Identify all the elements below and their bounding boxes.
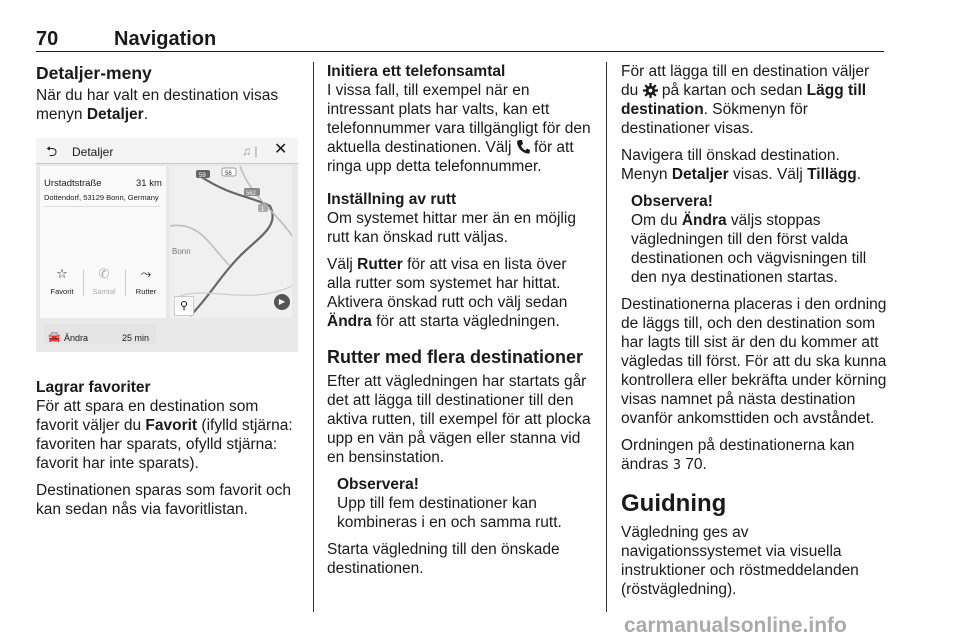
route-text-2: Välj Rutter för att visa en lista över alla rutter som systemet har hittat. Aktivera önskad rutt och välj sedan Ändra för att starta vägledningen. (327, 256, 568, 330)
subheading-route: Inställning av rutt (327, 191, 457, 208)
call-button: ✆ Samtal (84, 266, 124, 301)
column-3 (621, 62, 889, 607)
destination-panel (40, 166, 166, 343)
chapter-title: Navigation (114, 28, 217, 50)
page-header (36, 28, 884, 52)
destination-address: Dottendorf, 53129 Bonn, Germany (44, 193, 159, 202)
section-heading-multi-destination: Rutter med flera destinationer (327, 347, 584, 367)
page-ref-icon: 3 (672, 458, 681, 473)
map-city-label: Bonn (172, 247, 191, 256)
car-icon: 🚘 (48, 332, 61, 343)
subheading-favorites: Lagrar favoriter (36, 379, 151, 396)
column-1 (36, 62, 298, 527)
favorite-button: ☆ Favorit (42, 266, 82, 301)
destination-street: Urstadtstraße (44, 178, 102, 189)
change-order-text: Ordningen på destinationerna kan ändras 3 70. (621, 437, 855, 473)
navigate-text: Navigera till önskad destination. Menyn Detaljer visas. Välj Tillägg. (621, 147, 862, 183)
section-heading-details: Detaljer-meny (36, 63, 152, 83)
call-text: I vissa fall, till exempel när en intressant plats har valts, kan ett telefonnummer vara tillgängligt för den aktuella destinationen. Välj för att ringa upp detta telefonnummer. (327, 82, 591, 175)
route-text: Om systemet hittar mer än en möjlig rutt kan önskad rutt väljas. (327, 210, 576, 246)
watermark: carmanualsonline.info (624, 614, 847, 637)
road-label: 1 (261, 207, 265, 213)
note-heading: Observera! (631, 193, 713, 210)
phone-icon: ✆ (98, 266, 110, 281)
change-route-bar (44, 324, 156, 344)
gear-icon (643, 83, 658, 98)
guidance-text: Vägledning ges av navigationssystemet via visuella instruktioner och röstmeddelanden (röstvägledning). (621, 524, 859, 598)
road-label: 56 (225, 171, 232, 177)
note-text: Om du Ändra väljs stoppas vägledningen till den först valda destinationen och vägvisningen till den nya destinationen startas. (631, 212, 867, 286)
multi-text: Efter att vägledningen har startats går det att lägga till destinationer till den aktiva rutten, till exempel för att plocka upp en vän på vägen eller stanna vid en bensinstation. (327, 373, 591, 466)
map-pin-icon: ⚲ (174, 296, 194, 316)
music-icon: ♫ | (242, 144, 258, 158)
routes-button: ⤳ Rutter (126, 266, 166, 301)
note-heading: Observera! (337, 476, 419, 493)
column-2 (327, 62, 593, 586)
details-screen-illustration (36, 138, 298, 352)
phone-icon (516, 139, 530, 155)
favorites-text: För att spara en destination som favorit väljer du Favorit (ifylld stjärna: favoriten har sparats, ofylld stjärna: favorit har inte sparats). (36, 398, 293, 472)
back-arrow-icon: ⮌ (46, 143, 58, 159)
column-divider-2 (606, 62, 607, 612)
subheading-call: Initiera ett telefonsamtal (327, 63, 506, 80)
screen-title-bar (36, 138, 298, 164)
section-heading-guidance: Guidning (621, 490, 727, 517)
road-label: 59 (199, 173, 206, 179)
note-text: Upp till fem destinationer kan kombineras i en och samma rutt. (337, 495, 562, 531)
start-text: Starta vägledning till den önskade destinationen. (327, 541, 560, 577)
star-icon: ☆ (56, 266, 68, 281)
details-intro: När du har valt en destination visas menyn Detaljer. (36, 87, 279, 123)
column-divider-1 (313, 62, 314, 612)
routes-icon: ⤳ (140, 266, 152, 281)
note-block (621, 192, 889, 287)
panel-separator (44, 206, 160, 207)
add-destination-text: För att lägga till en destination väljer du på kartan och sedan Lägg till destination. Sökmenyn för destinationer visas. (621, 63, 870, 137)
route-duration: 25 min (122, 333, 150, 343)
favorites-text-2: Destinationen sparas som favorit och kan sedan nås via favoritlistan. (36, 482, 292, 518)
road-label: 562 (246, 191, 257, 197)
note-block (327, 475, 593, 532)
start-guidance-icon: ▶ (274, 294, 290, 310)
order-text: Destinationerna placeras i den ordning de läggs till, och den destination som har lagts till sist är den du kommer att vägledas till först. För att du ska kunna kontrollera eller bekräfta under körning visas namnet på nästa destination ovanför ankomsttiden och avståndet. (621, 296, 887, 427)
screen-title: Detaljer (72, 145, 114, 159)
page-number: 70 (36, 28, 59, 50)
change-label: Ändra (64, 333, 89, 343)
close-icon: ✕ (274, 141, 288, 158)
destination-distance: 31 km (136, 178, 162, 189)
